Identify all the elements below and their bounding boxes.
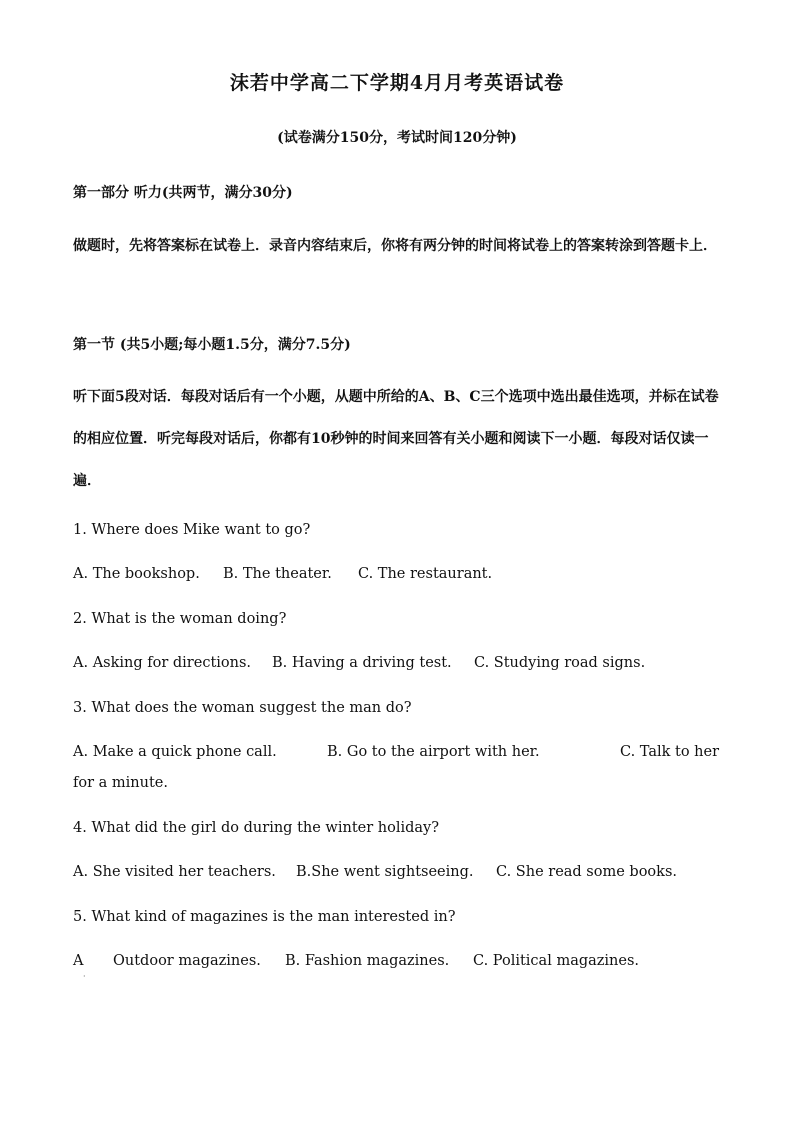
question-4-options <box>73 864 723 880</box>
q3-option-a: A. Make a quick phone call. <box>73 744 277 760</box>
q4-option-b: B.She went sightseeing. <box>296 864 474 880</box>
q4-option-a: A. She visited her teachers. <box>73 864 276 880</box>
q5-option-b: B. Fashion magazines. <box>285 953 450 969</box>
question-3-options <box>73 744 723 760</box>
exam-subtitle: (试卷满分150分，考试时间120分钟) <box>277 130 517 146</box>
q2-option-a: A. Asking for directions. <box>73 655 252 671</box>
q4-option-c: C. She read some books. <box>496 864 677 880</box>
question-4: 4. What did the girl do during the winter holiday? <box>73 820 439 836</box>
q1-option-a: A. The bookshop. <box>73 566 200 582</box>
q1-option-c: C. The restaurant. <box>358 566 493 582</box>
q5-option-a-letter: A <box>73 953 84 969</box>
q3-option-c-continued: for a minute. <box>73 775 168 791</box>
question-2-options <box>73 655 723 671</box>
question-5-options <box>73 953 723 969</box>
part1-instruction: 做题时，先将答案标在试卷上．录音内容结束后，你将有两分钟的时间将试卷上的答案转涂到答题卡上． <box>73 238 717 254</box>
section1-heading: 第一节 (共5小题;每小题1.5分，满分7.5分) <box>73 337 351 353</box>
question-5: 5. What kind of magazines is the man interested in? <box>73 909 456 925</box>
q5-option-a: Outdoor magazines. <box>113 953 261 969</box>
q1-option-b: B. The theater. <box>223 566 332 582</box>
question-2: 2. What is the woman doing? <box>73 611 287 627</box>
question-1: 1. Where does Mike want to go? <box>73 522 311 538</box>
section1-instruction: 听下面5段对话．每段对话后有一个小题，从题中所给的A、B、C三个选项中选出最佳选项，并标在试卷的相应位置．听完每段对话后，你都有10秒钟的时间来回答有关小题和阅读下一小题．每段对话仅读一遍． <box>73 389 719 489</box>
stray-mark: · <box>83 972 86 981</box>
q2-option-b: B. Having a driving test. <box>272 655 452 671</box>
question-3: 3. What does the woman suggest the man do? <box>73 700 412 716</box>
q5-option-c: C. Political magazines. <box>473 953 640 969</box>
question-1-options <box>73 566 723 582</box>
exam-title: 沫若中学高二下学期4月月考英语试卷 <box>229 72 565 94</box>
q3-option-b: B. Go to the airport with her. <box>327 744 540 760</box>
q3-option-c: C. Talk to her <box>620 744 720 760</box>
part1-heading: 第一部分 听力(共两节，满分30分) <box>73 185 293 201</box>
q2-option-c: C. Studying road signs. <box>474 655 646 671</box>
